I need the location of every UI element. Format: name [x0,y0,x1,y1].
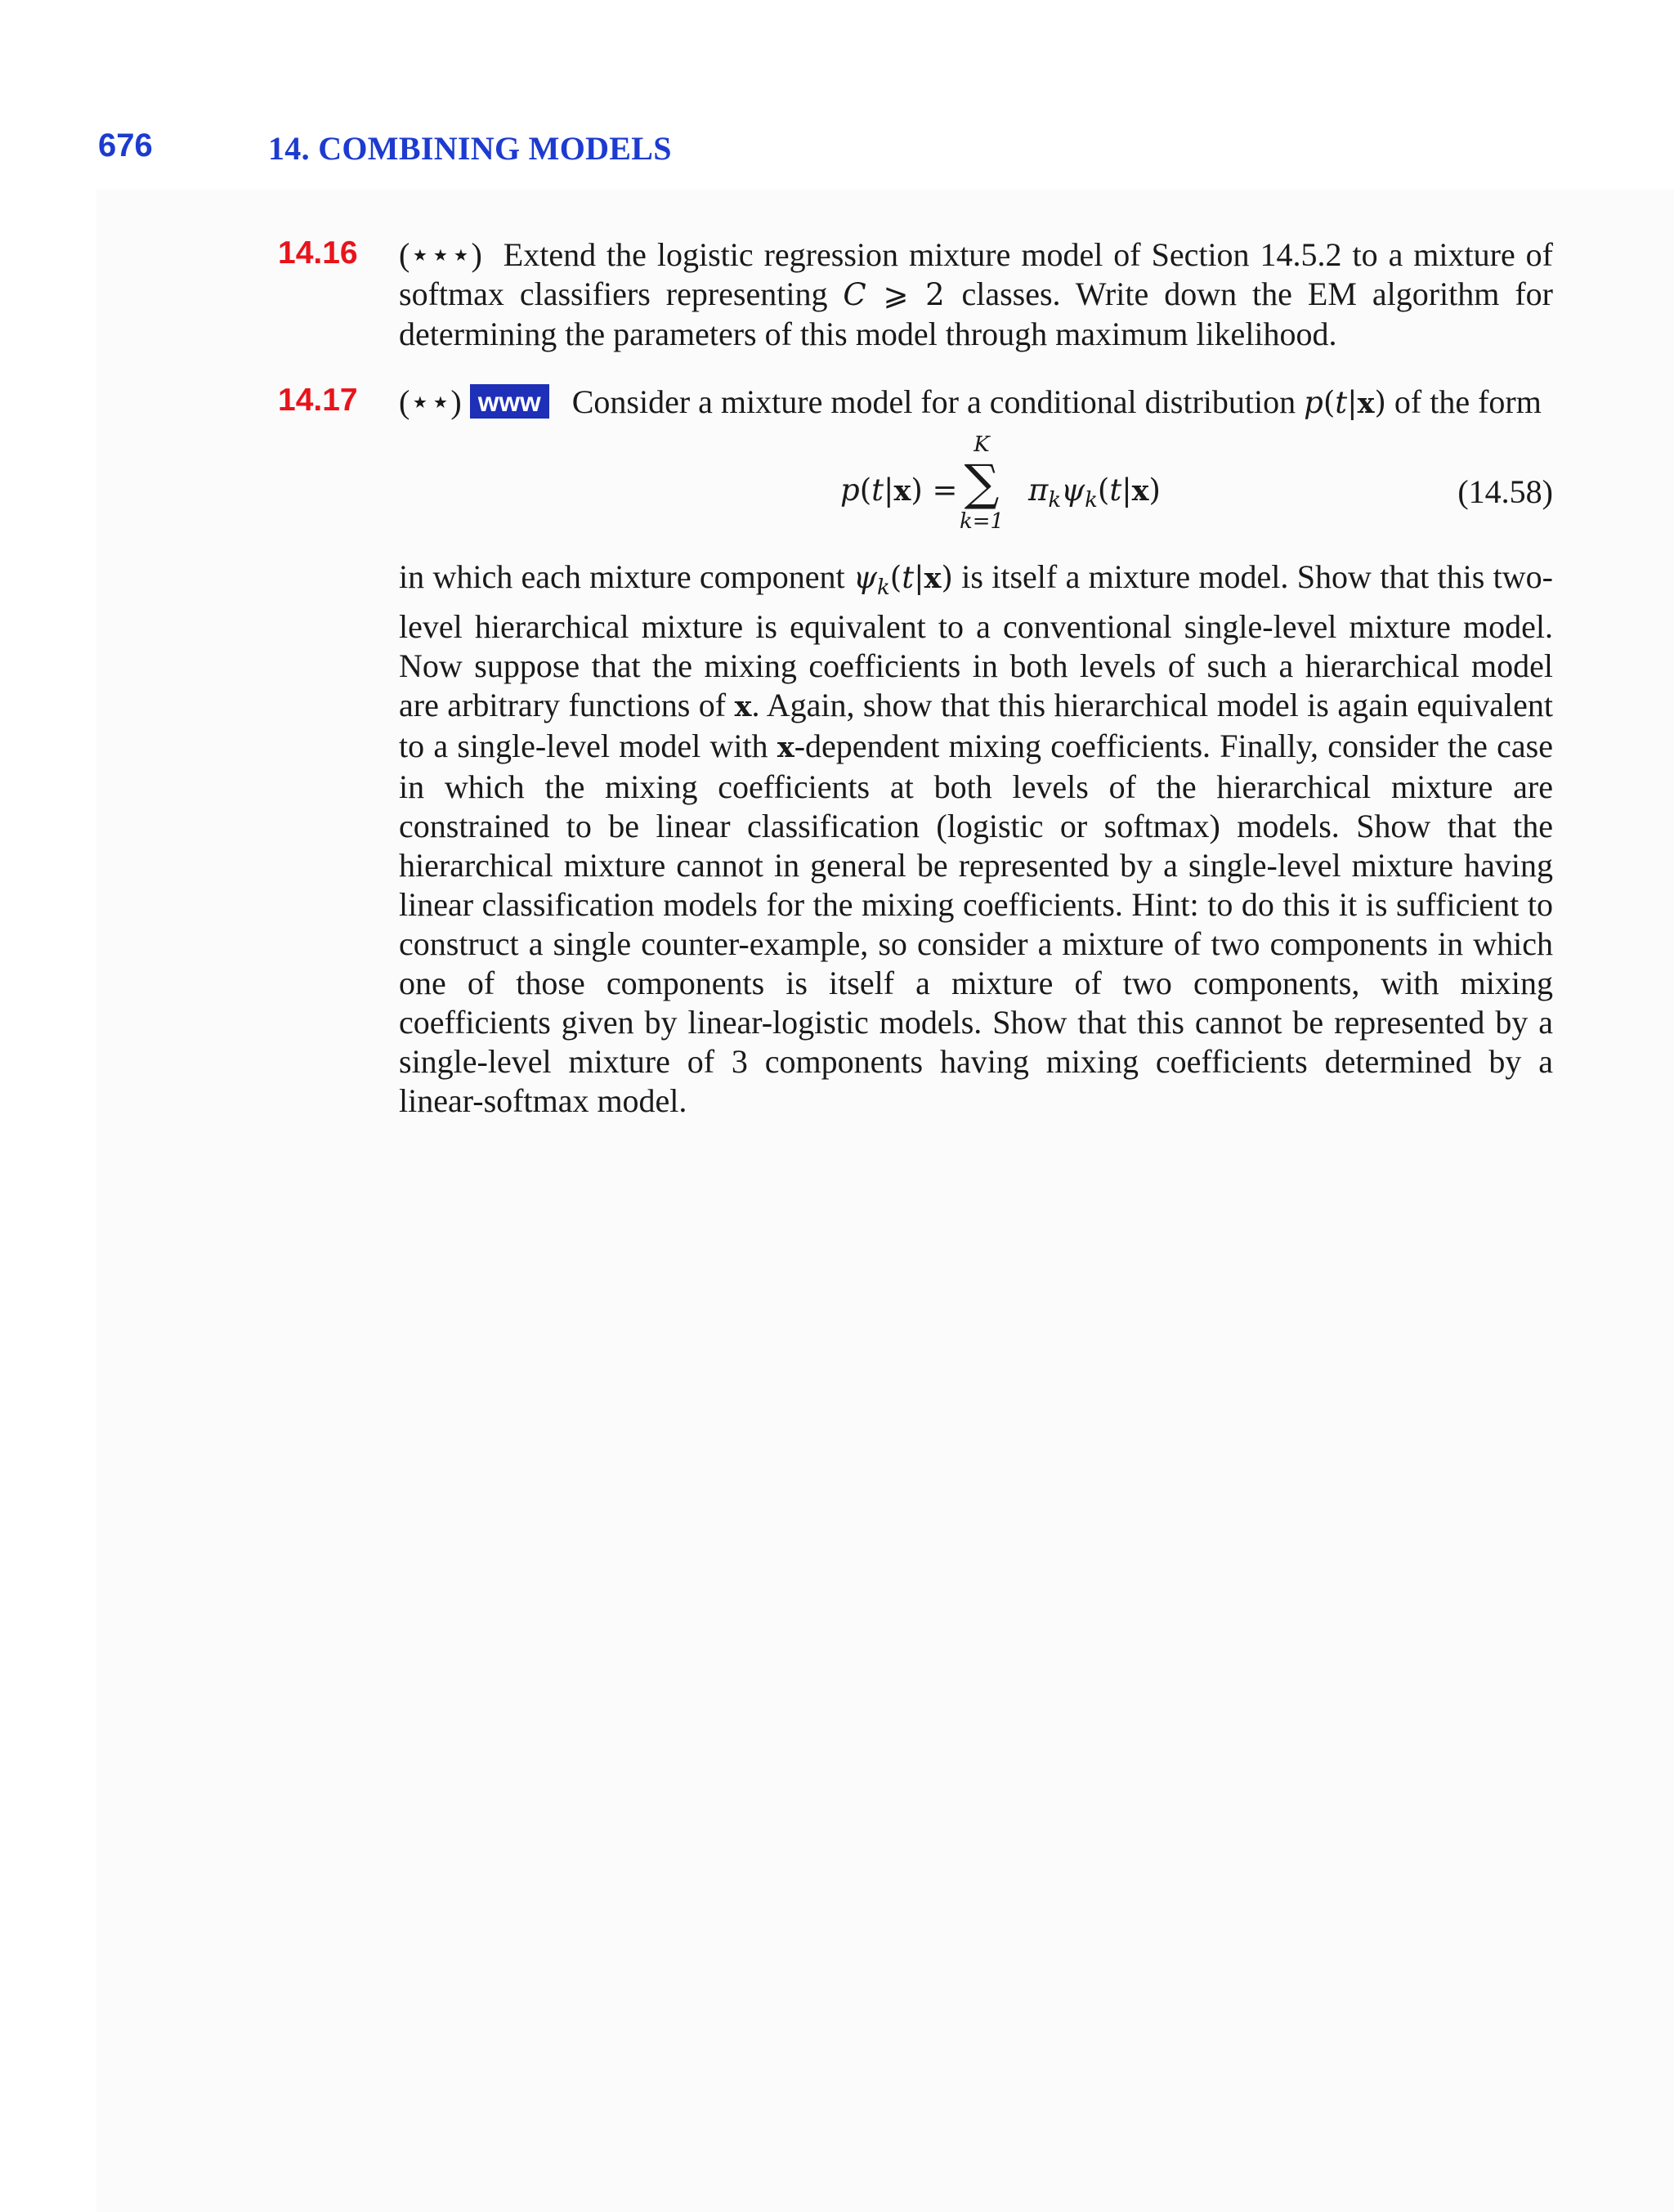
exercise-text: of the form [1385,383,1542,420]
exercise-text: -dependent mixing coefficients. Finally, consider the case in which the mixing coefficients at both levels of the hierarchical mixture are constrained to be linear classification (logistic or softmax) models. Show that the hierarchical mixture cannot in general be represented by a single-level mixture having linear classification models for the mixing coefficients. Hint: to do this it is sufficient to construct a single counter-example, so consider a mixture of two components in which one of those components is itself a mixture of two components, with mixing coefficients given by linear-logistic models. Show that this cannot be represented by a single-level mixture of 3 components having mixing coefficients determined by a linear-softmax model. [399,728,1553,1119]
page-number: 676 [98,128,153,163]
math-symbol: C [843,277,866,312]
exercise-intro [399,383,1553,423]
math-vector-x: x [734,690,752,723]
www-badge[interactable]: www [470,384,549,419]
difficulty-stars: (⋆⋆) [399,383,462,420]
math-vector-x: x [777,731,794,764]
math-inequality: ⩾ 2 [866,277,962,312]
math-conditional: p(t|x) [1304,385,1386,420]
exercise-text: in which each mixture component [399,558,853,595]
exercise-paragraph [399,557,1553,1121]
equation-lhs: p(t|x) = [840,472,958,508]
equation-14-58 [399,432,1553,551]
exercise-paragraph [399,235,1553,354]
exercise-number: 14.17 [278,383,358,418]
exercise-text: classes. Write down the EM algorithm for determining the parameters of this model through maximum likelihood. [399,275,1553,352]
difficulty-stars: (⋆⋆⋆) [399,236,482,273]
sum-symbol: ∑ [964,454,1000,512]
sum-upper-limit: K [974,432,990,457]
exercise-body [399,383,1553,1121]
exercise-number: 14.16 [278,235,358,271]
math-component: $\psi_k(t|x)$ [853,560,953,600]
exercise-text: Extend the logistic regression mixture model of Section 14.5.2 to a mixture of softmax classifiers representing [399,236,1553,312]
sum-lower-limit: k=1 [959,509,1005,534]
exercise-body [399,235,1553,354]
equation-rhs: $\pi_k\psi_k(t|x)$ [1028,472,1161,513]
running-head: 14. COMBINING MODELS [268,130,672,167]
exercise-text: Consider a mixture model for a conditional distribution [571,383,1305,420]
summation [945,432,1018,535]
equation-number: (14.58) [1457,473,1553,510]
exercise-text: . Again, show that this hierarchical model is again equivalent to a single-level model with [399,687,1553,764]
exercise-text: is itself a mixture model. Show that this two-level hierarchical mixture is equivalent to a conventional single-level mixture model. Now suppose that the mixing coefficients in both levels of such a hierarchical model are arbitrary functions of [399,558,1553,723]
